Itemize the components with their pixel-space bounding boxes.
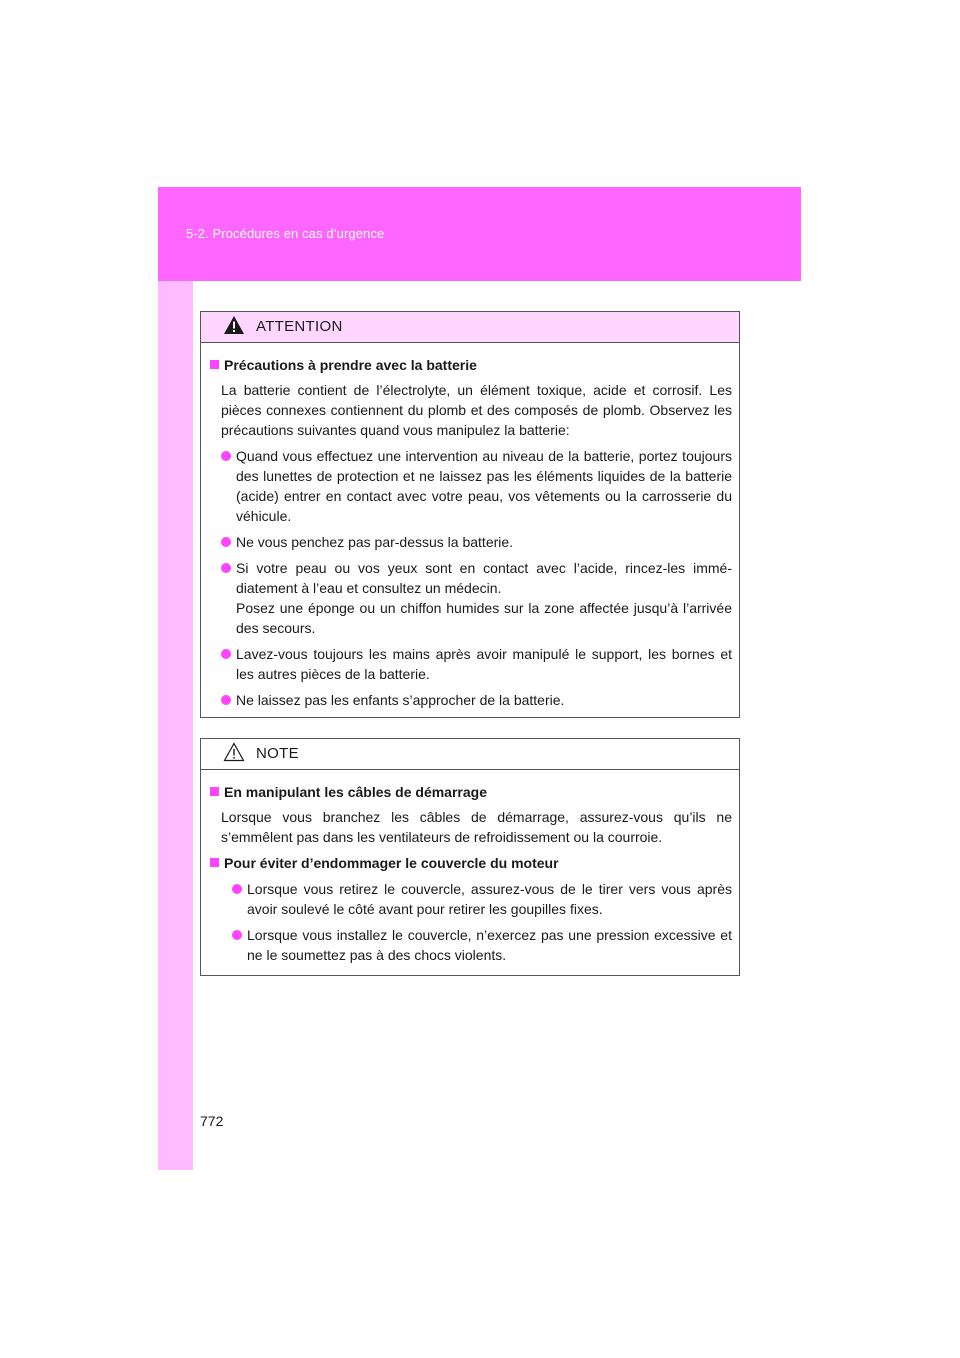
note-box — [200, 738, 740, 976]
list-item — [221, 558, 732, 638]
list-item-text: Ne laissez pas les enfants s’approcher de la batterie. — [236, 692, 565, 708]
note-title: NOTE — [256, 745, 299, 762]
list-item-text: Lorsque vous retirez le couvercle, assurez-vous de le tirer vers vous après avoir soulevé le côté avant pour retirer les goupilles fixes. — [247, 881, 732, 917]
round-bullet-icon — [221, 451, 231, 461]
list-item — [221, 690, 732, 710]
square-bullet-icon — [210, 787, 219, 796]
square-bullet-icon — [210, 858, 219, 867]
attention-header — [201, 312, 739, 343]
list-item — [232, 925, 732, 965]
note-content — [201, 770, 739, 977]
warning-outline-icon — [223, 742, 245, 762]
attention-heading-text: Précautions à prendre avec la batterie — [224, 357, 477, 373]
round-bullet-icon — [221, 649, 231, 659]
page-number: 772 — [200, 1113, 224, 1129]
section-title: 5-2. Procédures en cas d’urgence — [186, 226, 385, 241]
side-margin-strip — [158, 281, 193, 1170]
list-item-text: Si votre peau ou vos yeux sont en contact avec l’acide, rincez-les immé-diatement à l’eau et consultez un médecin. Posez une éponge ou un chiffon humides sur la zone affectée jusqu’à l’arrivée des secours. — [236, 560, 732, 636]
square-bullet-icon — [210, 360, 219, 369]
list-item-text: Lorsque vous installez le couvercle, n’exercez pas une pression excessive et ne le soumettez pas à des chocs violents. — [247, 927, 732, 963]
note-heading — [210, 782, 732, 802]
list-item — [221, 644, 732, 684]
attention-heading — [210, 355, 732, 375]
warning-icon — [223, 315, 245, 335]
attention-intro: La batterie contient de l’électrolyte, un élément toxique, acide et corrosif. Les pièces connexes contiennent du plomb et des composés de plomb. Observez les précautions suivantes quand vous manipulez la batterie: — [221, 382, 732, 438]
attention-content — [201, 343, 739, 722]
round-bullet-icon — [221, 695, 231, 705]
list-item-text: Ne vous penchez pas par-dessus la batterie. — [236, 534, 514, 550]
list-item-text: Quand vous effectuez une intervention au niveau de la batterie, portez toujours des lunettes de protection et ne laissez pas les éléments liquides de la batterie (acide) entrer en contact avec votre peau, vos vêtements ou la carrosserie du véhicule. — [236, 448, 732, 524]
attention-box — [200, 311, 740, 718]
list-item — [232, 879, 732, 919]
attention-title: ATTENTION — [256, 318, 343, 335]
round-bullet-icon — [221, 563, 231, 573]
note-heading — [210, 853, 732, 873]
list-item — [221, 532, 732, 552]
note-paragraph: Lorsque vous branchez les câbles de démarrage, assurez-vous qu’ils ne s’emmêlent pas dans les ventilateurs de refroidissement ou la courroie. — [221, 809, 732, 845]
list-item — [221, 446, 732, 526]
round-bullet-icon — [232, 884, 242, 894]
list-item-text: Lavez-vous toujours les mains après avoir manipulé le support, les bornes et les autres pièces de la batterie. — [236, 646, 732, 682]
round-bullet-icon — [221, 537, 231, 547]
note-heading-text: Pour éviter d’endommager le couvercle du moteur — [224, 855, 559, 871]
round-bullet-icon — [232, 930, 242, 940]
note-heading-text: En manipulant les câbles de démarrage — [224, 784, 487, 800]
note-header — [201, 739, 739, 770]
